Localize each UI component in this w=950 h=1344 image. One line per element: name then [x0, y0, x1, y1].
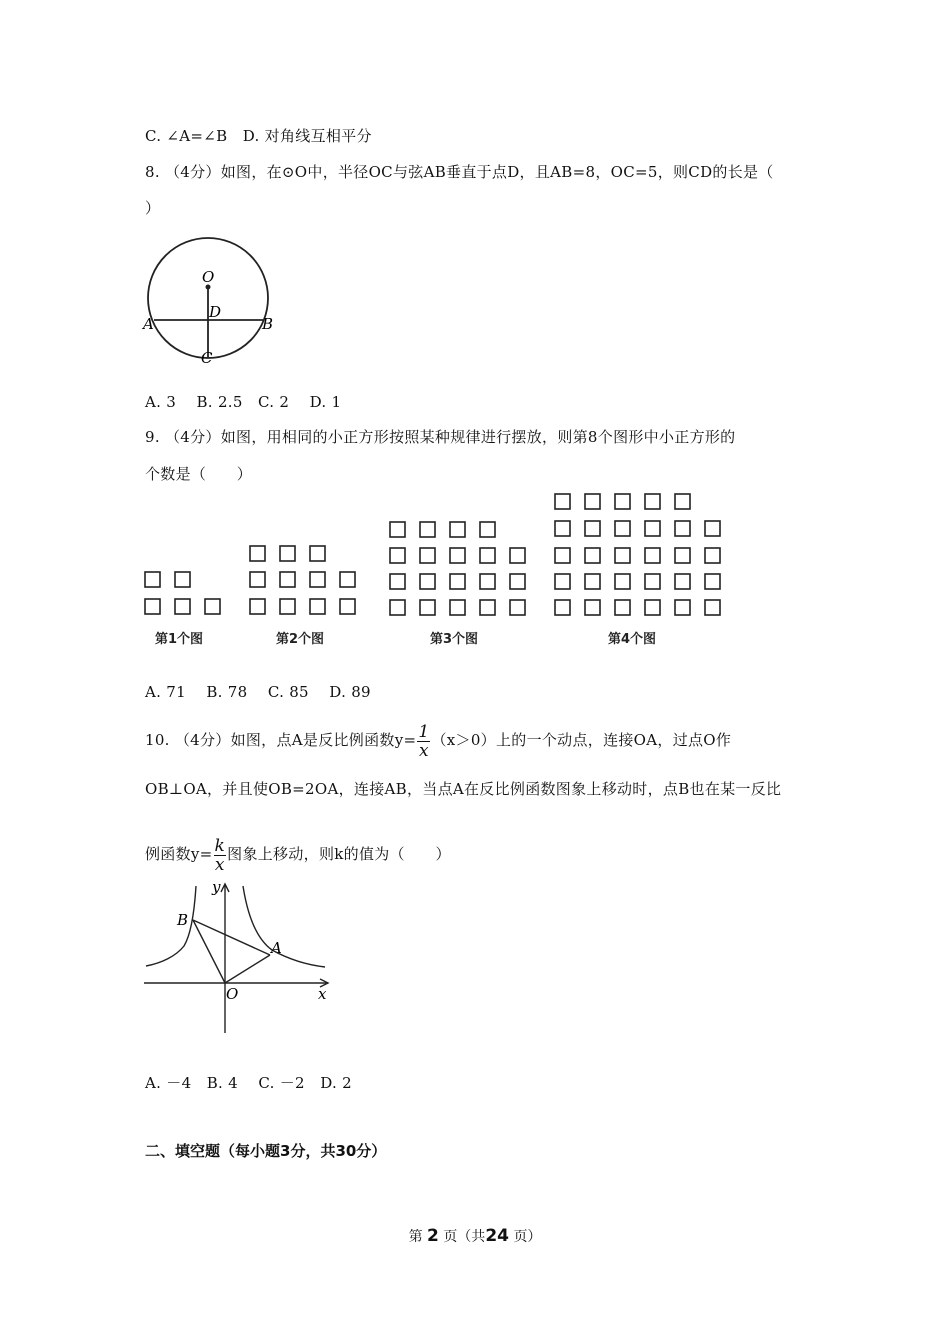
footer-post: 页）	[513, 1229, 542, 1245]
segment-ob	[193, 920, 225, 983]
q7-options: C. ∠A=∠B D. 对角线互相平分	[145, 127, 372, 145]
caption-4: 第4个图	[608, 632, 657, 647]
fraction-denominator: x	[418, 740, 429, 761]
label-c: C	[201, 349, 213, 367]
q9-stem-line2: 个数是（ ）	[145, 465, 253, 483]
q10-line3-post: 图象上移动，则k的值为（ ）	[227, 845, 451, 863]
hyperbola-a	[243, 886, 325, 967]
q10-line3-pre: 例函数y=	[145, 845, 213, 863]
q8-stem-line2: ）	[145, 199, 161, 217]
hyperbola-b	[146, 886, 196, 966]
footer-mid: 页（共	[443, 1229, 486, 1245]
q10-options: A. －4 B. 4 C. －2 D. 2	[145, 1074, 352, 1092]
label-x: x	[318, 985, 327, 1003]
label-y: y	[212, 878, 221, 896]
fraction-numerator: 1	[418, 721, 430, 742]
q10-line1-pre: 10. （4分）如图，点A是反比例函数y=	[145, 731, 417, 749]
caption-3: 第3个图	[430, 632, 479, 647]
caption-2: 第2个图	[276, 632, 325, 647]
q10-graph-figure	[140, 878, 340, 1038]
label-o: O	[226, 985, 239, 1003]
fraction-numerator: k	[214, 835, 226, 856]
label-a: A	[271, 939, 282, 957]
caption-1: 第1个图	[155, 632, 204, 647]
fraction-k-over-x	[214, 837, 227, 874]
footer-page-number: 2	[427, 1226, 439, 1246]
q10-stem-line1	[145, 720, 731, 760]
label-o: O	[202, 268, 215, 286]
q8-options: A. 3 B. 2.5 C. 2 D. 1	[145, 393, 342, 411]
q10-stem-line3	[145, 834, 451, 874]
label-b: B	[262, 315, 274, 333]
label-b: B	[177, 911, 189, 929]
q10-stem-line2: OB⊥OA，并且使OB=2OA，连接AB，当点A在反比例函数图象上移动时，点B也在某一反比	[145, 780, 782, 798]
q8-circle-figure	[140, 225, 280, 370]
label-a: A	[143, 315, 154, 333]
page-footer	[0, 1226, 950, 1246]
segment-ab	[193, 920, 270, 955]
segment-oa	[225, 955, 270, 983]
footer-total-pages: 24	[485, 1226, 509, 1246]
q9-options: A. 71 B. 78 C. 85 D. 89	[145, 683, 371, 701]
footer-pre: 第	[408, 1229, 423, 1245]
fraction-1-over-x	[417, 723, 430, 760]
label-d: D	[209, 303, 222, 321]
fraction-denominator: x	[214, 854, 225, 875]
q8-stem-line1: 8. （4分）如图，在⊙O中，半径OC与弦AB垂直于点D，且AB=8，OC=5，则CD的长是（	[145, 163, 774, 181]
q10-line1-post: （x＞0）上的一个动点，连接OA，过点O作	[431, 731, 732, 749]
section-heading: 二、填空题（每小题3分，共30分）	[145, 1142, 387, 1160]
q9-squares-figure	[140, 485, 740, 660]
q9-stem-line1: 9. （4分）如图，用相同的小正方形按照某种规律进行摆放，则第8个图形中小正方形的	[145, 428, 736, 446]
